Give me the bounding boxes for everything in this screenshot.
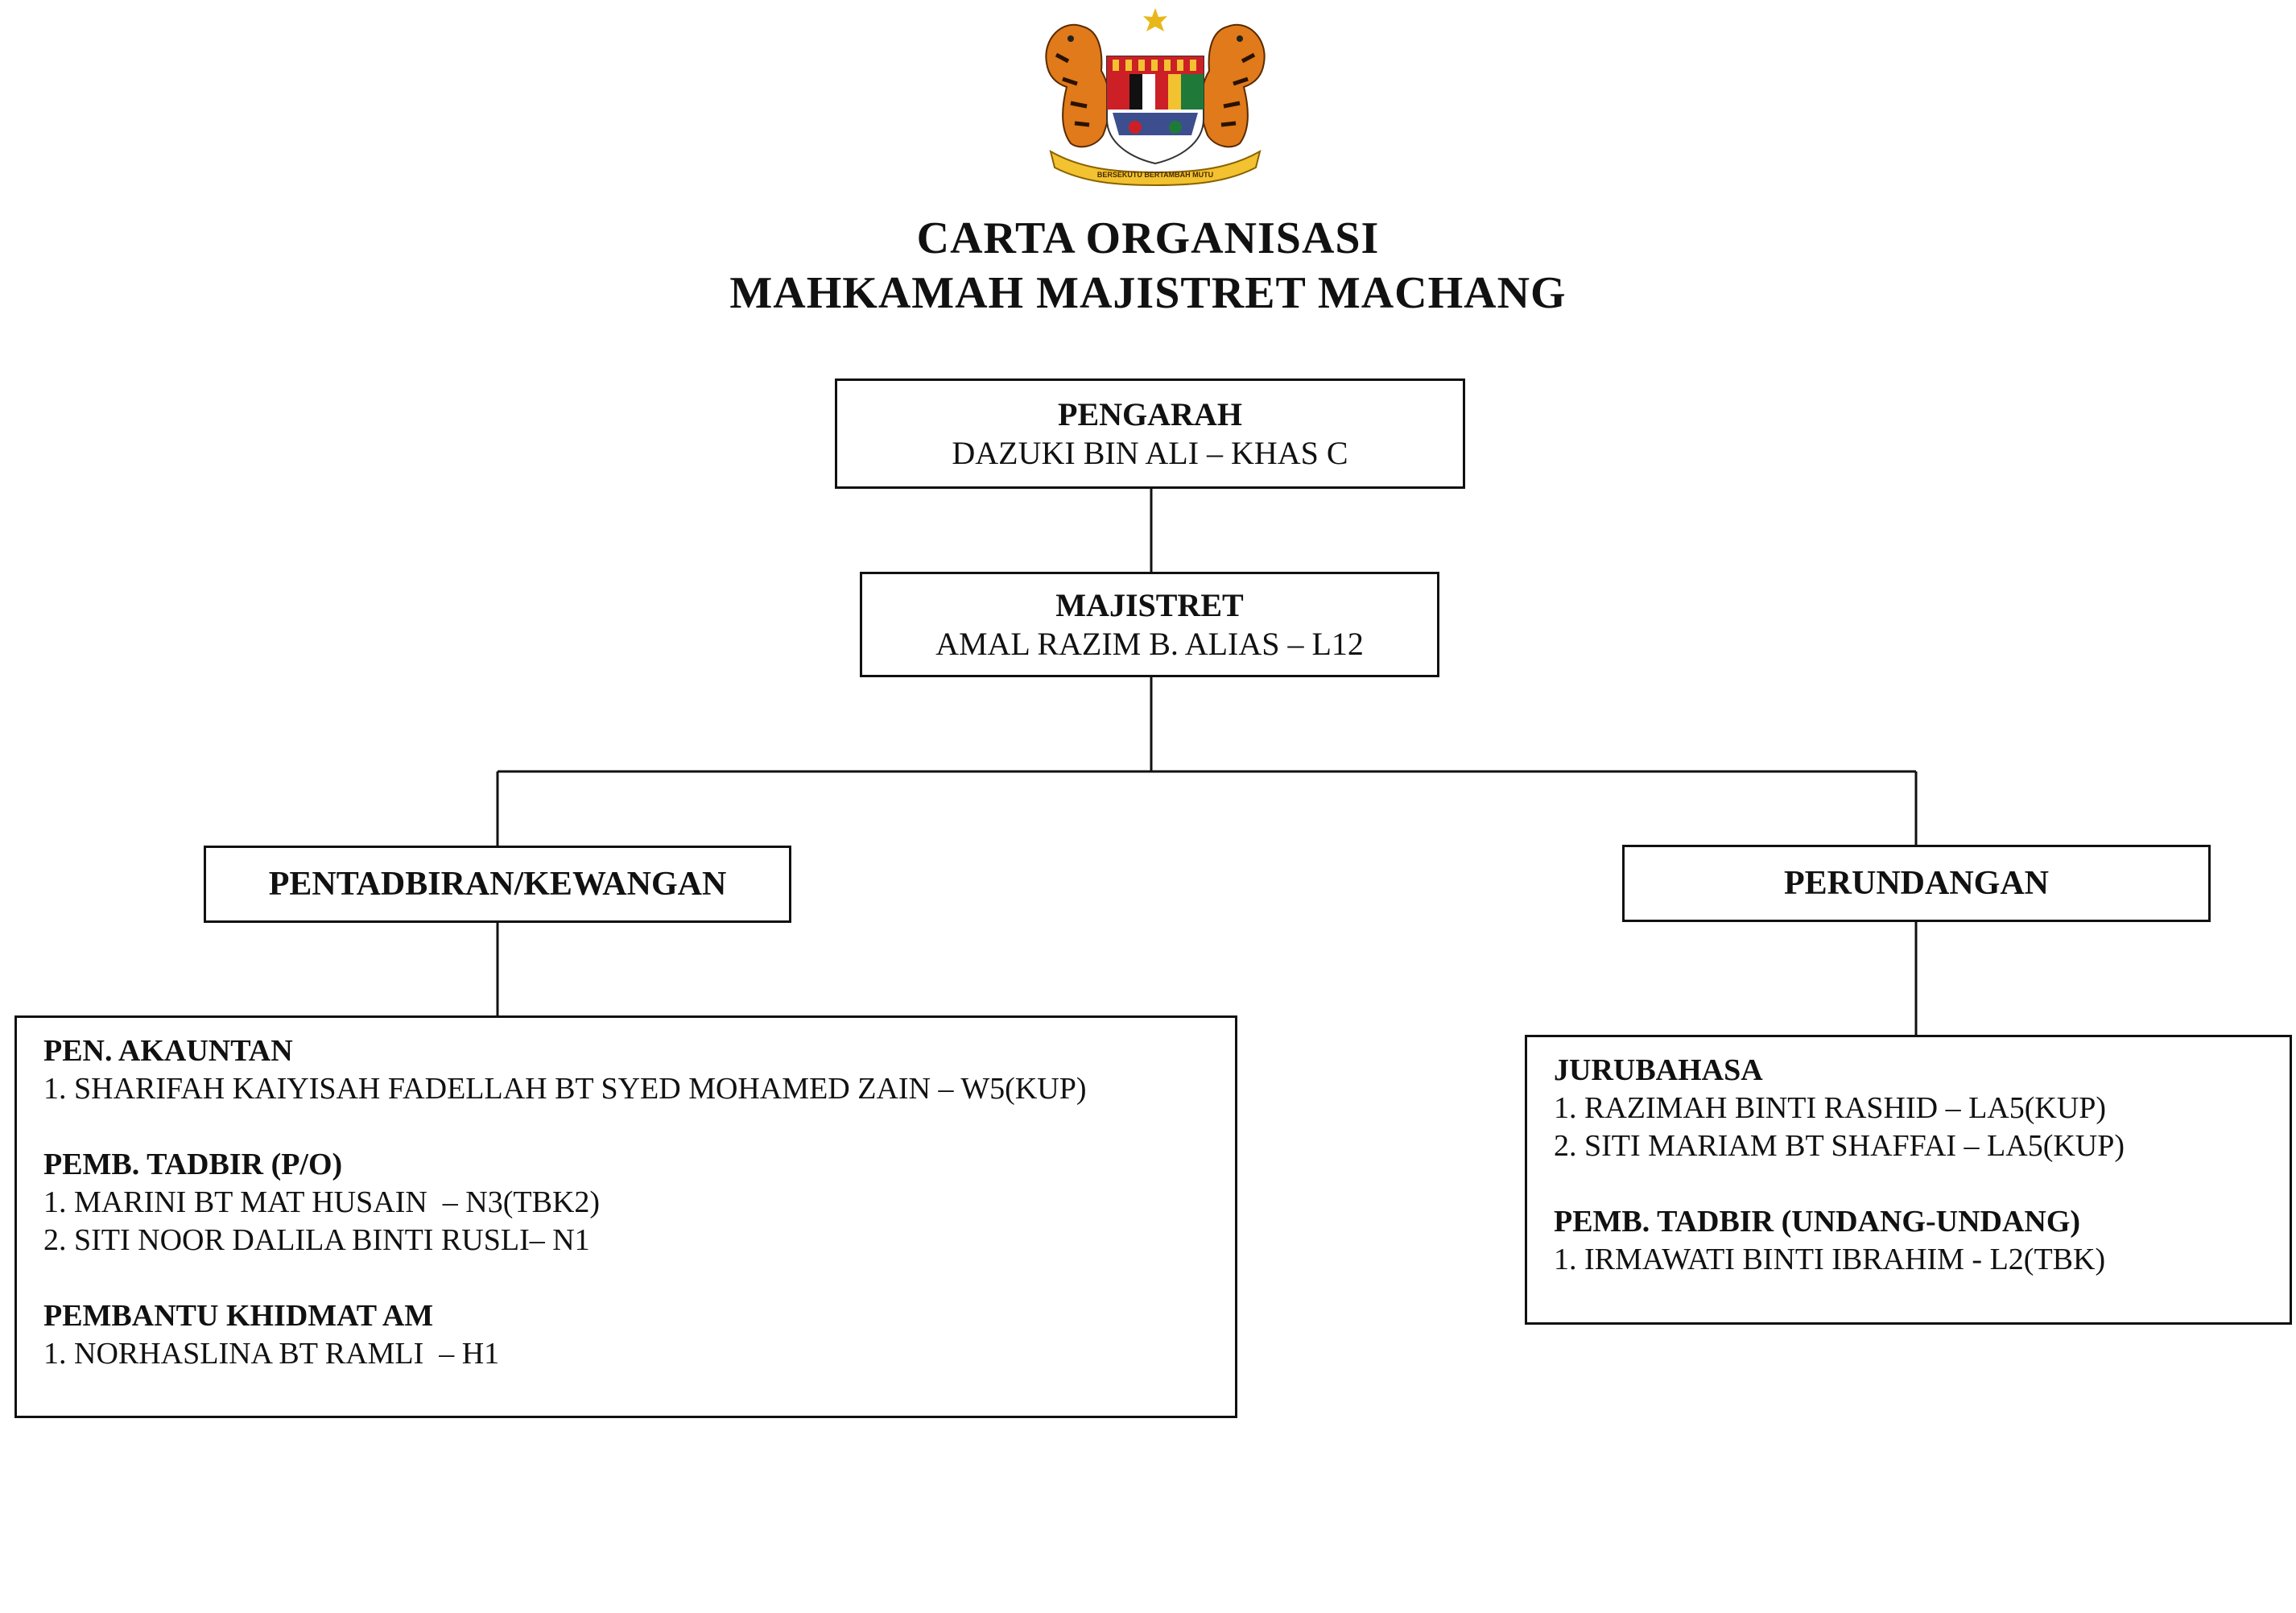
majistret-box xyxy=(860,572,1439,677)
group-member: 1. MARINI BT MAT HUSAIN – N3(TBK2) xyxy=(43,1185,601,1219)
staff-group xyxy=(43,1032,1235,1108)
unit-label-perundangan: PERUNDANGAN xyxy=(1784,865,2049,902)
pengarah-person: DAZUKI BIN ALI – KHAS C xyxy=(952,434,1348,471)
staff-group xyxy=(43,1146,1235,1259)
motto-text: BERSEKUTU BERTAMBAH MUTU xyxy=(1096,171,1214,179)
staff-group xyxy=(43,1297,1235,1373)
title-line-1: CARTA ORGANISASI xyxy=(916,213,1380,263)
group-member: 1. SHARIFAH KAIYISAH FADELLAH BT SYED MOHAMED ZAIN – W5(KUP) xyxy=(43,1072,1087,1106)
group-heading: PEMB. TADBIR (UNDANG-UNDANG) xyxy=(1554,1205,2081,1239)
staff-box-pentadbiran xyxy=(14,1015,1237,1418)
group-heading: PEMBANTU KHIDMAT AM xyxy=(43,1299,434,1333)
title-line-2: MAHKAMAH MAJISTRET MACHANG xyxy=(729,268,1567,318)
staff-group xyxy=(1554,1203,2290,1279)
group-member: 1. NORHASLINA BT RAMLI – H1 xyxy=(43,1337,500,1371)
group-heading: JURUBAHASA xyxy=(1554,1053,1763,1087)
majistret-person: AMAL RAZIM B. ALIAS – L12 xyxy=(935,625,1364,662)
unit-box-pentadbiran xyxy=(204,846,791,923)
unit-label-pentadbiran: PENTADBIRAN/KEWANGAN xyxy=(268,866,727,903)
group-member: 2. SITI MARIAM BT SHAFFAI – LA5(KUP) xyxy=(1554,1129,2125,1163)
group-heading: PEN. AKAUNTAN xyxy=(43,1034,293,1068)
pengarah-role: PENGARAH xyxy=(1058,395,1242,432)
group-member: 1. RAZIMAH BINTI RASHID – LA5(KUP) xyxy=(1554,1091,2107,1125)
unit-box-perundangan xyxy=(1622,845,2211,922)
staff-box-perundangan xyxy=(1525,1035,2292,1325)
majistret-role: MAJISTRET xyxy=(1055,586,1244,623)
group-heading: PEMB. TADBIR (P/O) xyxy=(43,1148,343,1181)
staff-group xyxy=(1554,1052,2290,1165)
group-member: 2. SITI NOOR DALILA BINTI RUSLI– N1 xyxy=(43,1223,590,1257)
group-member: 1. IRMAWATI BINTI IBRAHIM - L2(TBK) xyxy=(1554,1243,2106,1276)
pengarah-box xyxy=(835,378,1465,489)
